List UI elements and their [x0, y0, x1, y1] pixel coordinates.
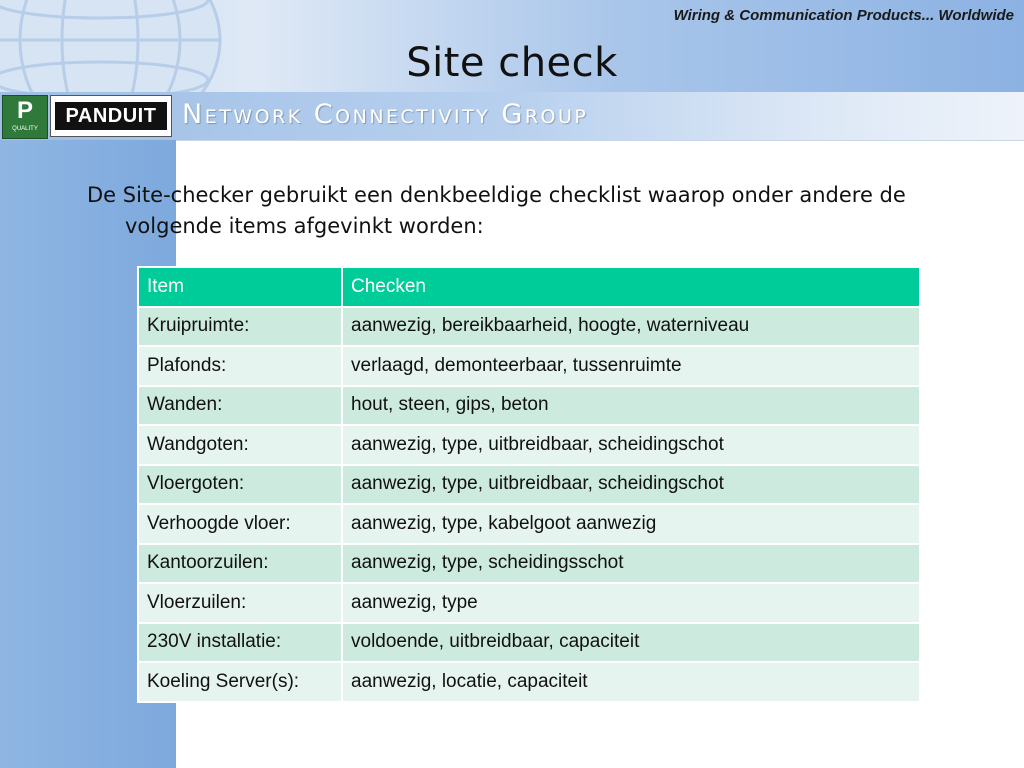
quality-logo-letter: P — [16, 97, 33, 124]
header-divider — [176, 140, 1024, 141]
row-item: Koeling Server(s): — [138, 662, 342, 702]
row-checks: aanwezig, type — [342, 583, 920, 623]
slide-header — [0, 0, 1024, 92]
group-name: Network Connectivity Group — [182, 99, 589, 130]
table-row — [138, 386, 920, 426]
row-checks: aanwezig, type, uitbreidbaar, scheidingschot — [342, 425, 920, 465]
row-checks: aanwezig, type, kabelgoot aanwezig — [342, 504, 920, 544]
quality-logo — [2, 95, 48, 139]
table-row — [138, 425, 920, 465]
row-item: Wandgoten: — [138, 425, 342, 465]
row-checks: aanwezig, locatie, capaciteit — [342, 662, 920, 702]
row-checks: hout, steen, gips, beton — [342, 386, 920, 426]
panduit-logo-text: PANDUIT — [65, 105, 157, 127]
table-row — [138, 504, 920, 544]
table-row — [138, 623, 920, 663]
row-checks: voldoende, uitbreidbaar, capaciteit — [342, 623, 920, 663]
panduit-logo — [50, 95, 172, 137]
row-item: Verhoogde vloer: — [138, 504, 342, 544]
checklist-table — [137, 266, 921, 703]
row-item: 230V installatie: — [138, 623, 342, 663]
row-checks: verlaagd, demonteerbaar, tussenruimte — [342, 346, 920, 386]
table-row — [138, 346, 920, 386]
row-item: Vloerzuilen: — [138, 583, 342, 623]
row-item: Kruipruimte: — [138, 307, 342, 347]
table-row — [138, 662, 920, 702]
row-item: Plafonds: — [138, 346, 342, 386]
row-item: Vloergoten: — [138, 465, 342, 505]
table-row — [138, 583, 920, 623]
row-checks: aanwezig, type, scheidingsschot — [342, 544, 920, 584]
table-row — [138, 307, 920, 347]
row-item: Wanden: — [138, 386, 342, 426]
page-title: Site check — [406, 40, 618, 86]
intro-paragraph: De Site-checker gebruikt een denkbeeldige checklist waarop onder andere de volgende items afgevinkt worden: — [87, 183, 906, 238]
table-row — [138, 544, 920, 584]
tagline: Wiring & Communication Products... Worldwide — [673, 7, 1014, 24]
table-row — [138, 465, 920, 505]
table-header-row — [138, 267, 920, 307]
column-header-checken: Checken — [342, 267, 920, 307]
row-checks: aanwezig, type, uitbreidbaar, scheidingschot — [342, 465, 920, 505]
column-header-item: Item — [138, 267, 342, 307]
row-checks: aanwezig, bereikbaarheid, hoogte, waterniveau — [342, 307, 920, 347]
row-item: Kantoorzuilen: — [138, 544, 342, 584]
quality-logo-subtext: QUALITY — [12, 126, 38, 132]
